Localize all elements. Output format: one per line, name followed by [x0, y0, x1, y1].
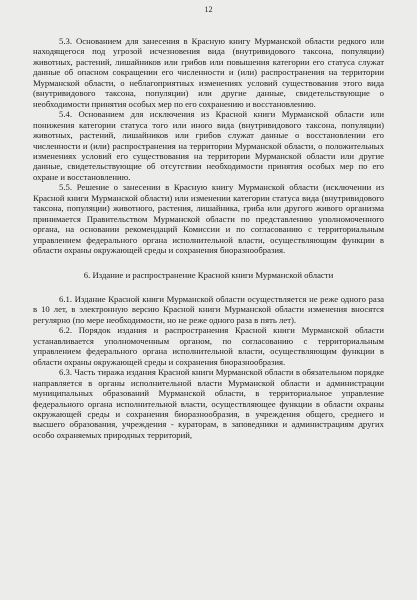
paragraph-6-2: 6.2. Порядок издания и распространения Красной книги Мурманской области устанавливается уполномоченным органом, по согласованию с территориальным управлением федерального органа исполнительной власти, осуществляющим функции в области охраны окружающей среды и сохранения биоразнообразия. — [33, 325, 384, 367]
paragraph-5-4: 5.4. Основанием для исключения из Красной книги Мурманской области или понижения категории статуса того или иного вида (внутривидового таксона, популяции) животных, растений, лишайников или грибов служат данные о восстановлении его численности и (или) распространения на территории Мурманской области, о положительных изменениях условий его существования на территории Мурманской области или другие данные, свидетельствующие об отсутствии необходимости принятия особых мер по его охране и восстановлению. — [33, 109, 384, 182]
paragraph-6-3: 6.3. Часть тиража издания Красной книги Мурманской области в обязательном порядке направляется в органы исполнительной власти Мурманской области и администрации муниципальных образований Мурманской области, в территориальное управление федерального органа исполнительной власти, осуществляющее функции в области охраны окружающей среды и сохранения биоразнообразия, в учреждения общего, среднего и высшего образования, учреждения - кураторам, в заповедники и администрациям других особо охраняемых природных территорий, — [33, 367, 384, 440]
paragraph-6-1: 6.1. Издание Красной книги Мурманской области осуществляется не реже одного раза в 10 лет, в электронную версию Красной книги Мурманской области изменения вносятся регулярно (по мере необходимости, но не реже одного раза в пять лет). — [33, 293, 384, 325]
page-number: 12 — [204, 5, 213, 14]
document-body — [33, 36, 384, 440]
paragraph-5-3: 5.3. Основанием для занесения в Красную книгу Мурманской области редкого или находящегося под угрозой исчезновения вида (внутривидового таксона, популяции) животных, растений, лишайников или грибов или повышения категории его статуса служат данные об опасном сокращении его численности и (или) распространения на территории Мурманской области, о неблагоприятных изменениях условий существования этого вида (внутривидового таксона, популяции) или другие данные, свидетельствующие о необходимости принятия особых мер по его сохранению и восстановлению. — [33, 36, 384, 109]
section-heading: 6. Издание и распространение Красной книги Мурманской области — [83, 269, 334, 280]
paragraph-5-5: 5.5. Решение о занесении в Красную книгу Мурманской области (исключении из Красной книги Мурманской области) или изменении категории статуса вида (внутривидового таксона, популяции) животного, растения, лишайника, гриба или другого живого организма принимается Правительством Мурманской области по представлению уполномоченного органа, на основании рекомендаций Комиссии и по согласованию с территориальным управлением федерального органа исполнительной власти, осуществляющим функции в области охраны окружающей среды и сохранения биоразнообразия. — [33, 182, 384, 256]
